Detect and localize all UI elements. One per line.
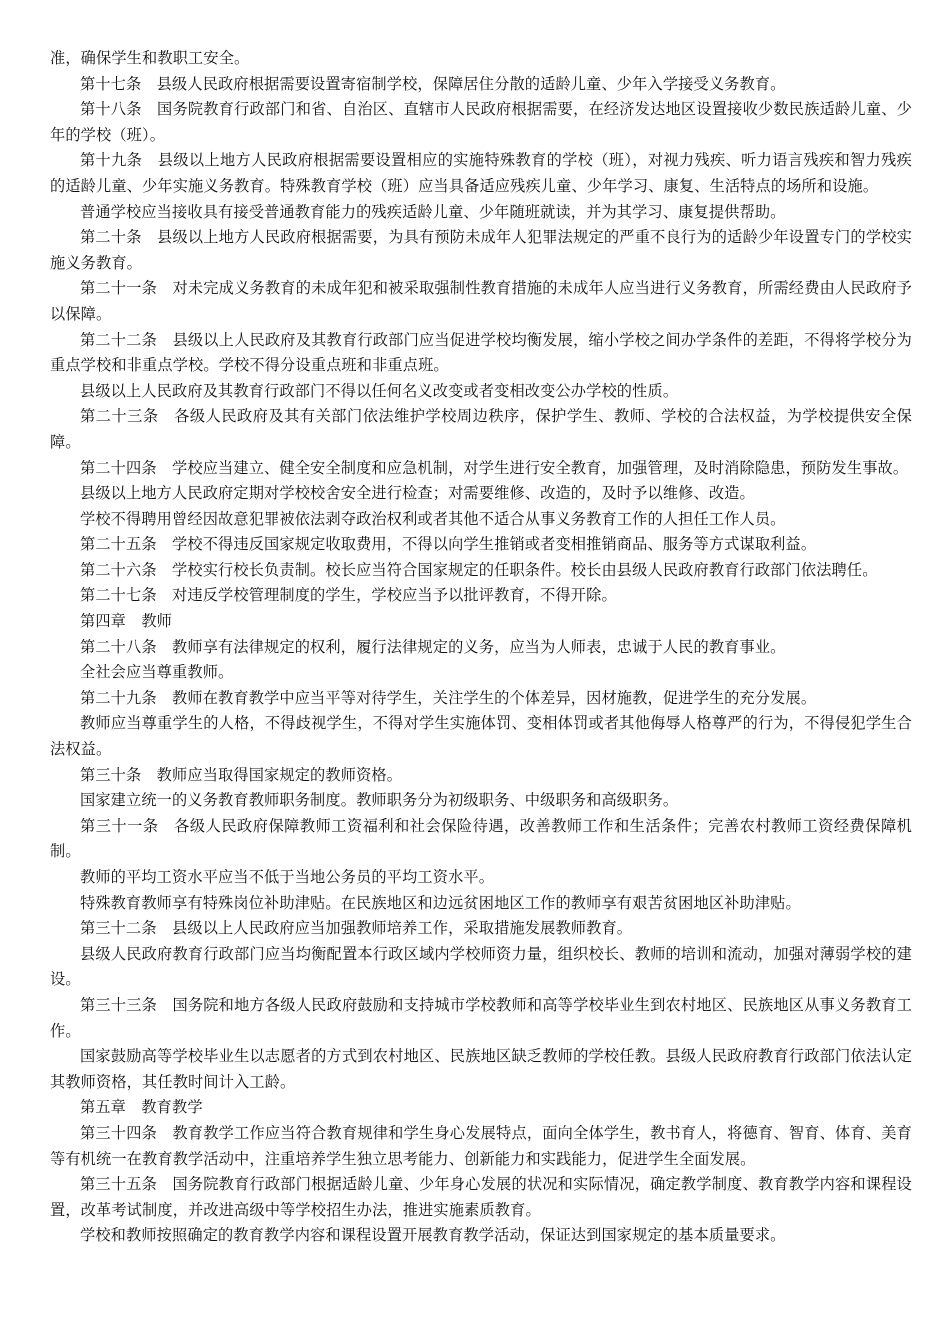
paragraph: 县级以上人民政府及其教育行政部门不得以任何名义改变或者变相改变公办学校的性质。: [80, 381, 679, 400]
paragraph: 准，确保学生和教职工安全。: [50, 49, 250, 67]
paragraph: 国家建立统一的义务教育教师职务制度。教师职务分为初级职务、中级职务和高级职务。: [80, 791, 679, 810]
article-29: 第二十九条 教师在教育教学中应当平等对待学生，关注学生的个体差异，因材施教，促进学生的充分发展。: [80, 688, 817, 707]
article-18: 第十八条 国务院教育行政部门和省、自治区、直辖市人民政府根据需要，在经济发达地区设置接收少数民族适龄儿童、少年的学校（班）。: [50, 100, 912, 144]
document-body: [50, 46, 912, 1249]
article-35: 第三十五条 国务院教育行政部门根据适龄儿童、少年身心发展的状况和实际情况，确定教学制度、教育教学内容和课程设置，改革考试制度，并改进高级中等学校招生办法，推进实施素质教育。: [50, 1175, 912, 1219]
article-31: 第三十一条 各级人民政府保障教师工资福利和社会保险待遇，改善教师工作和生活条件；完善农村教师工资经费保障机制。: [50, 816, 912, 861]
article-30: 第三十条 教师应当取得国家规定的教师资格。: [80, 765, 403, 784]
paragraph: 教师的平均工资水平应当不低于当地公务员的平均工资水平。: [80, 868, 495, 886]
paragraph: 普通学校应当接收具有接受普通教育能力的残疾适龄儿童、少年随班就读，并为其学习、康复提供帮助。: [80, 202, 786, 221]
article-22: 第二十二条 县级以上人民政府及其教育行政部门应当促进学校均衡发展，缩小学校之间办学条件的差距，不得将学校分为重点学校和非重点学校。学校不得分设重点班和非重点班。: [50, 330, 912, 375]
article-19: 第十九条 县级以上地方人民政府根据需要设置相应的实施特殊教育的学校（班），对视力残疾、听力语言残疾和智力残疾的适龄儿童、少年实施义务教育。特殊教育学校（班）应当具备适应残疾儿童、少年学习、康复、生活特点的场所和设施。: [50, 151, 912, 195]
article-17: 第十七条 县级人民政府根据需要设置寄宿制学校，保障居住分散的适龄儿童、少年入学接受义务教育。: [80, 74, 786, 93]
article-20: 第二十条 县级以上地方人民政府根据需要，为具有预防未成年人犯罪法规定的严重不良行为的适龄少年设置专门的学校实施义务教育。: [50, 228, 912, 272]
article-33: 第三十三条 国务院和地方各级人民政府鼓励和支持城市学校教师和高等学校毕业生到农村地区、民族地区从事义务教育工作。: [50, 995, 912, 1040]
paragraph: 全社会应当尊重教师。: [80, 663, 234, 682]
article-34: 第三十四条 教育教学工作应当符合教育规律和学生身心发展特点，面向全体学生，教书育人，将德育、智育、体育、美育等有机统一在教育教学活动中，注重培养学生独立思考能力、创新能力和实践能力，促进学生全面发展。: [50, 1123, 912, 1168]
chapter-heading: 第五章 教育教学: [80, 1098, 203, 1117]
paragraph: 教师应当尊重学生的人格，不得歧视学生，不得对学生实施体罚、变相体罚或者其他侮辱人格尊严的行为，不得侵犯学生合法权益。: [50, 714, 912, 759]
paragraph: 国家鼓励高等学校毕业生以志愿者的方式到农村地区、民族地区缺乏教师的学校任教。县级人民政府教育行政部门依法认定其教师资格，其任教时间计入工龄。: [50, 1047, 912, 1091]
article-23: 第二十三条 各级人民政府及其有关部门依法维护学校周边秩序，保护学生、教师、学校的合法权益，为学校提供安全保障。: [50, 407, 912, 451]
paragraph: 学校不得聘用曾经因故意犯罪被依法剥夺政治权利或者其他不适合从事义务教育工作的人担任工作人员。: [80, 509, 786, 528]
paragraph: 县级人民政府教育行政部门应当均衡配置本行政区域内学校师资力量，组织校长、教师的培训和流动，加强对薄弱学校的建设。: [50, 944, 912, 989]
chapter-heading: 第四章 教师: [80, 612, 173, 631]
article-25: 第二十五条 学校不得违反国家规定收取费用，不得以向学生推销或者变相推销商品、服务等方式谋取利益。: [80, 535, 817, 554]
article-32: 第三十二条 县级以上人民政府应当加强教师培养工作，采取措施发展教师教育。: [80, 919, 633, 938]
paragraph: 学校和教师按照确定的教育教学内容和课程设置开展教育教学活动，保证达到国家规定的基本质量要求。: [80, 1226, 786, 1245]
article-21: 第二十一条 对未完成义务教育的未成年犯和被采取强制性教育措施的未成年人应当进行义务教育，所需经费由人民政府予以保障。: [50, 279, 912, 323]
article-26: 第二十六条 学校实行校长负责制。校长应当符合国家规定的任职条件。校长由县级人民政府教育行政部门依法聘任。: [80, 560, 878, 579]
paragraph: 特殊教育教师享有特殊岗位补助津贴。在民族地区和边远贫困地区工作的教师享有艰苦贫困地区补助津贴。: [80, 893, 801, 912]
article-28: 第二十八条 教师享有法律规定的权利，履行法律规定的义务，应当为人师表，忠诚于人民的教育事业。: [80, 637, 786, 656]
article-24: 第二十四条 学校应当建立、健全安全制度和应急机制，对学生进行安全教育，加强管理，及时消除隐患，预防发生事故。: [80, 458, 909, 477]
article-27: 第二十七条 对违反学校管理制度的学生，学校应当予以批评教育，不得开除。: [80, 586, 617, 605]
paragraph: 县级以上地方人民政府定期对学校校舍安全进行检查；对需要维修、改造的，及时予以维修、改造。: [80, 484, 755, 503]
